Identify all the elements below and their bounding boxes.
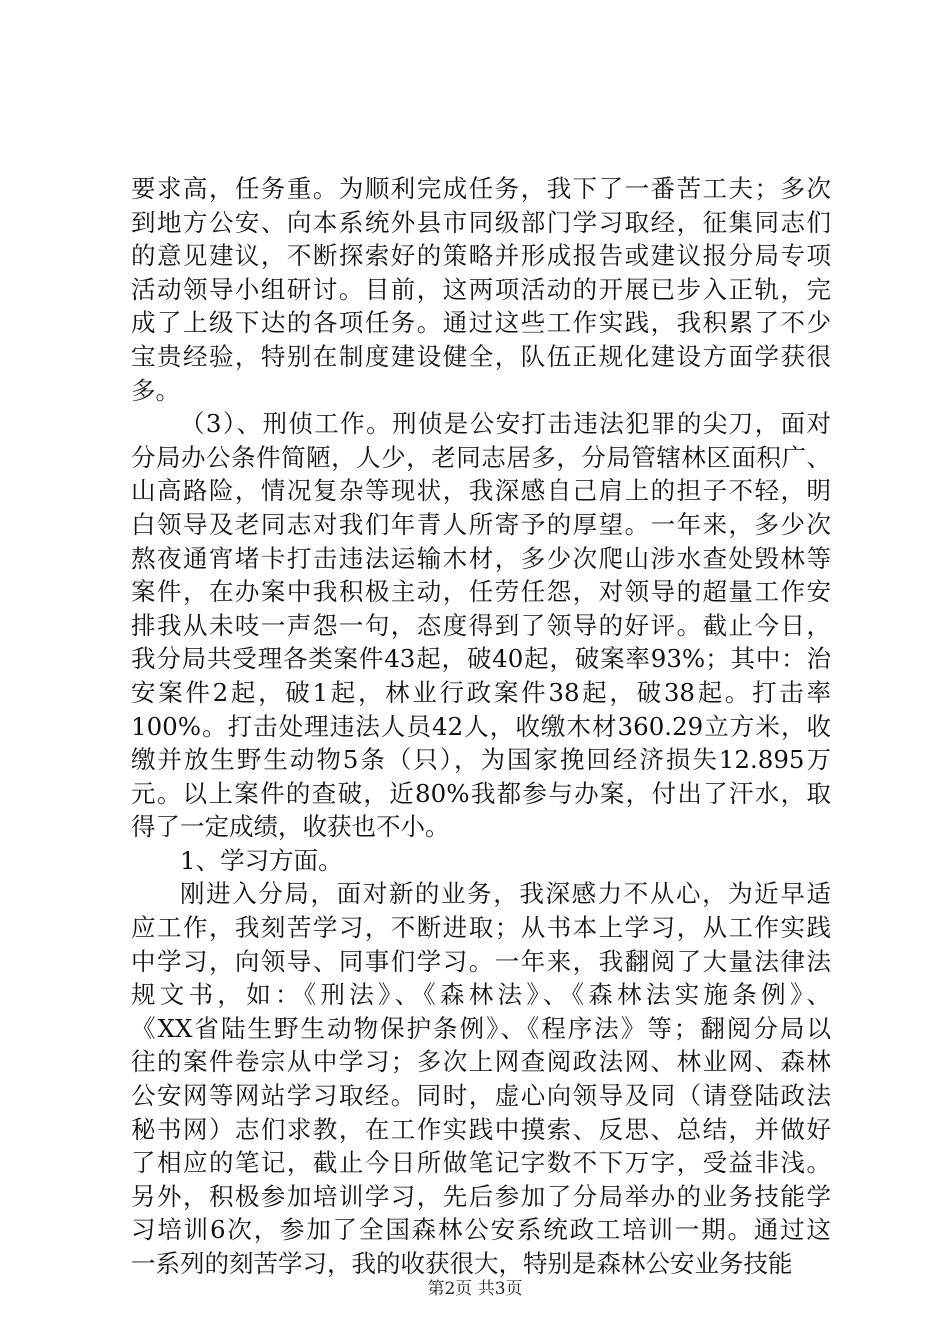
page-footer: 第2页 共3页 [427, 1279, 523, 1299]
paragraph-criminal-investigation [131, 407, 831, 844]
paragraph-activities-continued [131, 172, 831, 407]
text-line: 应工作，我刻苦学习，不断进取；从书本上学习，从工作实践 [131, 913, 831, 943]
paragraph-study [131, 877, 831, 1280]
text-line: 要求高，任务重。为顺利完成任务，我下了一番苦工夫；多次 [131, 174, 831, 203]
text-line: 往的案件卷宗从中学习；多次上网查阅政法网、林业网、森林 [131, 1047, 831, 1077]
text-line: 成了上级下达的各项任务。通过这些工作实践，我积累了不少 [131, 308, 831, 338]
text-line: 我分局共受理各类案件43起，破40起，破案率93%；其中：治 [131, 644, 831, 674]
text-line: 了相应的笔记，截止今日所做笔记字数不下万字，受益非浅。 [131, 1148, 831, 1178]
text-line: 分局办公条件简陋，人少，老同志居多，分局管辖林区面积广、 [131, 442, 831, 472]
text-line: 案件，在办案中我积极主动，任劳任怨，对领导的超量工作安 [131, 577, 831, 607]
text-line: 排我从未吱一声怨一句，态度得到了领导的好评。截止今日， [131, 610, 831, 640]
text-line: 缴并放生野生动物5条（只），为国家挽回经济损失12.895万 [131, 745, 831, 775]
text-line: （3）、刑侦工作。刑侦是公安打击违法犯罪的尖刀，面对 [180, 409, 831, 439]
text-line: 元。以上案件的查破，近80%我都参与办案，付出了汗水，取 [131, 778, 831, 808]
text-line: 得了一定成绩，收获也不小。 [131, 812, 450, 842]
text-line: 宝贵经验，特别在制度建设健全，队伍正规化建设方面学获很 [131, 341, 831, 371]
text-line: 的意见建议，不断探索好的策略并形成报告或建议报分局专项 [131, 241, 831, 271]
heading-study [131, 844, 831, 878]
text-line: 安案件2起，破1起，林业行政案件38起，破38起。打击率 [131, 677, 831, 707]
text-line: 活动领导小组研讨。目前，这两项活动的开展已步入正轨，完 [131, 274, 831, 304]
text-line: 刚进入分局，面对新的业务，我深感力不从心，为近早适 [180, 879, 831, 909]
text-line: 到地方公安、向本系统外县市同级部门学习取经，征集同志们 [131, 207, 831, 237]
text-line: 1、学习方面。 [180, 845, 343, 875]
text-line: 另外，积极参加培训学习，先后参加了分局举办的业务技能学 [131, 1181, 831, 1211]
text-line: 公安网等网站学习取经。同时，虚心向领导及同（请登陆政法 [131, 1081, 831, 1111]
text-line: 秘书网）志们求教，在工作实践中摸索、反思、总结，并做好 [131, 1114, 831, 1144]
body-text [131, 172, 831, 1281]
text-line: 一系列的刻苦学习，我的收获很大，特别是森林公安业务技能 [131, 1249, 793, 1278]
text-line: 熬夜通宵堵卡打击违法运输木材，多少次爬山涉水查处毁林等 [131, 543, 831, 573]
text-line: 山高路险，情况复杂等现状，我深感自己肩上的担子不轻，明 [131, 476, 831, 506]
text-line: 中学习，向领导、同事们学习。一年来，我翻阅了大量法律法 [131, 946, 831, 976]
text-line: 多。 [131, 375, 180, 405]
text-line: 习培训6次，参加了全国森林公安系统政工培训一期。通过这 [131, 1215, 831, 1245]
text-line: 规文书，如：《刑法》、《森林法》、《森林法实施条例》、 [131, 980, 831, 1010]
text-line: 100%。打击处理违法人员42人，收缴木材360.29立方米，收 [131, 711, 831, 741]
text-line: 白领导及老同志对我们年青人所寄予的厚望。一年来，多少次 [131, 509, 831, 539]
text-line: 《XX省陆生野生动物保护条例》、《程序法》等；翻阅分局以 [131, 1013, 831, 1043]
